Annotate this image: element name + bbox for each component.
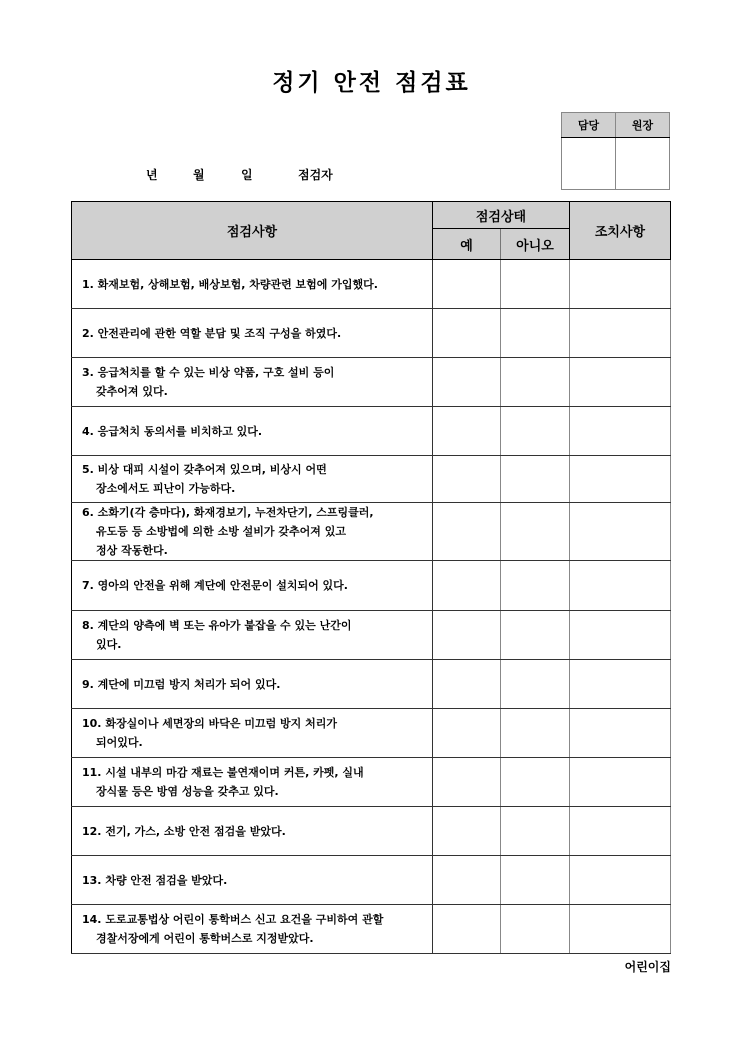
inspection-item-text: 6. 소화기(각 층마다), 화재경보기, 누전차단기, 스프링클러, [82, 506, 374, 519]
approval-sign-manager[interactable] [562, 138, 616, 190]
no-cell[interactable] [501, 260, 570, 309]
yes-cell[interactable] [433, 260, 501, 309]
action-cell[interactable] [570, 456, 671, 503]
inspection-item-text: 되어있다. [96, 736, 143, 749]
action-cell[interactable] [570, 856, 671, 905]
inspection-item [72, 660, 433, 709]
inspection-item-text: 경찰서장에게 어린이 통학버스로 지정받았다. [96, 932, 314, 945]
header-action-taken: 조치사항 [570, 202, 671, 260]
no-cell[interactable] [501, 407, 570, 456]
inspection-item [72, 456, 433, 503]
table-row [72, 856, 671, 905]
no-cell[interactable] [501, 856, 570, 905]
table-row [72, 561, 671, 611]
table-row [72, 905, 671, 954]
approval-header-manager: 담당 [562, 113, 616, 138]
no-cell[interactable] [501, 660, 570, 709]
yes-cell[interactable] [433, 456, 501, 503]
approval-box [561, 112, 670, 190]
inspection-item [72, 309, 433, 358]
table-row [72, 260, 671, 309]
yes-cell[interactable] [433, 309, 501, 358]
inspection-table [71, 201, 671, 954]
table-row [72, 407, 671, 456]
action-cell[interactable] [570, 407, 671, 456]
no-cell[interactable] [501, 358, 570, 407]
table-row [72, 709, 671, 758]
inspection-item [72, 856, 433, 905]
table-row [72, 503, 671, 561]
action-cell[interactable] [570, 709, 671, 758]
inspection-item-text: 장소에서도 피난이 가능하다. [96, 482, 236, 495]
inspection-item [72, 709, 433, 758]
no-cell[interactable] [501, 807, 570, 856]
inspection-item-text: 5. 비상 대피 시설이 갖추어져 있으며, 비상시 어떤 [82, 463, 327, 476]
header-inspection-status: 점검상태 [433, 202, 570, 229]
action-cell[interactable] [570, 260, 671, 309]
inspection-item-text: 갖추어져 있다. [96, 385, 168, 398]
inspection-item [72, 503, 433, 561]
approval-header-director: 원장 [616, 113, 670, 138]
inspection-item-text: 4. 응급처치 동의서를 비치하고 있다. [82, 424, 263, 438]
yes-cell[interactable] [433, 358, 501, 407]
header-no: 아니오 [501, 229, 570, 260]
inspection-item-text: 7. 영아의 안전을 위해 계단에 안전문이 설치되어 있다. [82, 579, 348, 592]
table-row [72, 456, 671, 503]
yes-cell[interactable] [433, 407, 501, 456]
inspection-item-text: 13. 차량 안전 점검을 받았다. [82, 873, 228, 887]
no-cell[interactable] [501, 309, 570, 358]
no-cell[interactable] [501, 709, 570, 758]
table-row [72, 660, 671, 709]
no-cell[interactable] [501, 503, 570, 561]
inspection-item [72, 561, 433, 611]
table-row [72, 358, 671, 407]
inspection-item-text: 유도등 등 소방법에 의한 소방 설비가 갖추어져 있고 [96, 525, 346, 538]
yes-cell[interactable] [433, 611, 501, 660]
inspection-item [72, 260, 433, 309]
yes-cell[interactable] [433, 856, 501, 905]
table-row [72, 611, 671, 660]
inspection-item-text: 정상 작동한다. [96, 544, 168, 557]
inspection-item-text: 1. 화재보험, 상해보험, 배상보험, 차량관련 보험에 가입했다. [82, 277, 378, 291]
action-cell[interactable] [570, 758, 671, 807]
header-inspection-items: 점검사항 [72, 202, 433, 260]
day-label: 일 [241, 168, 253, 182]
yes-cell[interactable] [433, 905, 501, 954]
approval-sign-director[interactable] [616, 138, 670, 190]
action-cell[interactable] [570, 561, 671, 611]
action-cell[interactable] [570, 309, 671, 358]
header-yes: 예 [433, 229, 501, 260]
year-label: 년 [146, 168, 158, 182]
inspection-item [72, 905, 433, 954]
inspection-item [72, 358, 433, 407]
inspection-item-text: 2. 안전관리에 관한 역할 분담 및 조직 구성을 하였다. [82, 326, 342, 340]
inspection-item [72, 611, 433, 660]
month-label: 월 [193, 168, 205, 182]
no-cell[interactable] [501, 456, 570, 503]
yes-cell[interactable] [433, 807, 501, 856]
no-cell[interactable] [501, 561, 570, 611]
table-row [72, 309, 671, 358]
no-cell[interactable] [501, 905, 570, 954]
yes-cell[interactable] [433, 503, 501, 561]
yes-cell[interactable] [433, 709, 501, 758]
inspector-label: 점검자 [298, 168, 333, 182]
inspection-item-text: 9. 계단에 미끄럼 방지 처리가 되어 있다. [82, 677, 281, 691]
action-cell[interactable] [570, 611, 671, 660]
yes-cell[interactable] [433, 660, 501, 709]
action-cell[interactable] [570, 807, 671, 856]
footer-organization: 어린이집 [624, 960, 671, 974]
no-cell[interactable] [501, 611, 570, 660]
inspection-item-text: 3. 응급처치를 할 수 있는 비상 약품, 구호 설비 등이 [82, 366, 335, 379]
yes-cell[interactable] [433, 561, 501, 611]
inspection-item-text: 장식물 등은 방염 성능을 갖추고 있다. [96, 785, 279, 798]
inspection-item-text: 14. 도로교통법상 어린이 통학버스 신고 요건을 구비하여 관할 [82, 913, 384, 926]
inspection-item-text: 8. 계단의 양측에 벽 또는 유아가 붙잡을 수 있는 난간이 [82, 619, 352, 632]
no-cell[interactable] [501, 758, 570, 807]
inspection-item-text: 있다. [96, 638, 122, 651]
inspection-item [72, 807, 433, 856]
yes-cell[interactable] [433, 758, 501, 807]
table-row [72, 807, 671, 856]
page-title: 정기 안전 점검표 [272, 70, 471, 96]
action-cell[interactable] [570, 503, 671, 561]
table-row [72, 758, 671, 807]
action-cell[interactable] [570, 660, 671, 709]
action-cell[interactable] [570, 358, 671, 407]
inspection-item [72, 758, 433, 807]
inspection-item-text: 12. 전기, 가스, 소방 안전 점검을 받았다. [82, 824, 286, 838]
inspection-item-text: 10. 화장실이나 세면장의 바닥은 미끄럼 방지 처리가 [82, 717, 337, 730]
inspection-item [72, 407, 433, 456]
action-cell[interactable] [570, 905, 671, 954]
inspection-item-text: 11. 시설 내부의 마감 재료는 불연재이며 커튼, 카펫, 실내 [82, 766, 364, 779]
